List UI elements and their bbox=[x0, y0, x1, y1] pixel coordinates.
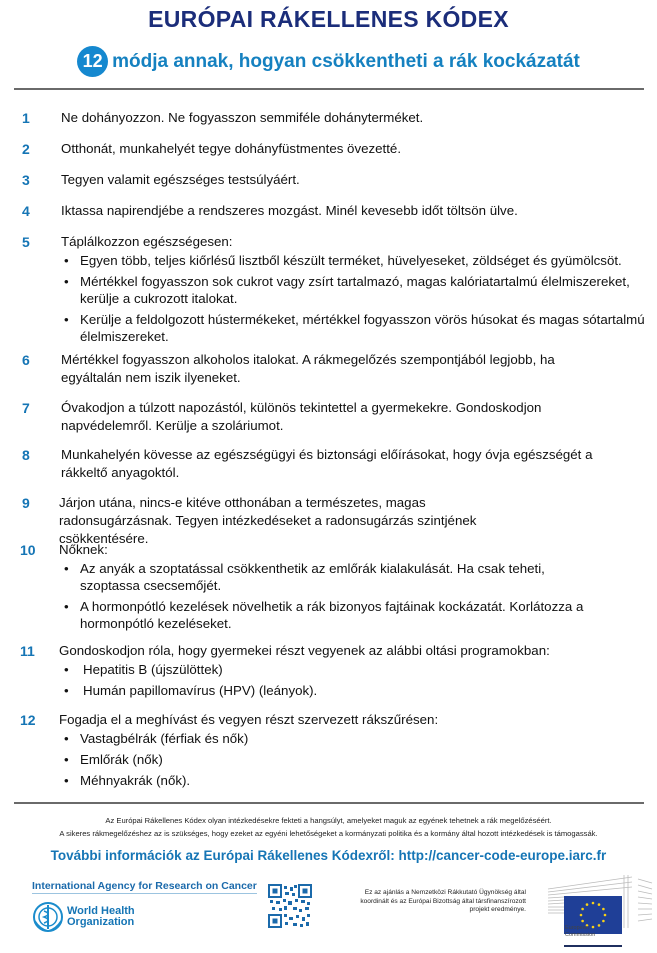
item-text: Munkahelyén kövesse az egészségügyi és biztonsági előírásokat, hogy óvja egészségét a rákkeltő anyagoktól. bbox=[61, 447, 593, 480]
bullet-item: • Emlőrák (nők) bbox=[64, 751, 649, 768]
item-number: 5 bbox=[22, 234, 30, 250]
more-info-link[interactable]: További információk az Európai Rákellenes Kódexről: http://cancer-code-europe.iarc.fr bbox=[50, 848, 607, 863]
bullet-item: • Vastagbélrák (férfiak és nők) bbox=[64, 730, 649, 747]
bullet-item: • Mértékkel fogyasszon sok cukrot vagy zsírt tartalmazó, magas kalóriatartalmú élelmiszereket, kerülje a cukrozott italokat. bbox=[64, 273, 649, 307]
eu-funding-note: Ez az ajánlás a Nemzetközi Rákkutató Ügynökség által koordinált és az Európai Bizottság által társfinanszírozott projekt eredménye. bbox=[360, 889, 526, 913]
item-number: 12 bbox=[20, 712, 36, 728]
bullet-list bbox=[64, 730, 649, 793]
bullet-item: • Az anyák a szoptatással csökkenthetik az emlőrák kialakulását. Ha csak teheti, szoptassa csecsemőjét. bbox=[64, 560, 604, 594]
item-text: Táplálkozzon egészségesen: bbox=[61, 234, 233, 249]
bullet-item: • Humán papillomavírus (HPV) (leányok). bbox=[64, 682, 649, 699]
bullet-list bbox=[64, 661, 649, 703]
who-line-2: Organization bbox=[67, 916, 135, 928]
item-text: Otthonát, munkahelyét tegye dohányfüstmentes övezetté. bbox=[61, 141, 402, 156]
eu-caption-line-2: Commission bbox=[565, 932, 596, 938]
item-number: 1 bbox=[22, 110, 30, 126]
qr-code-icon[interactable] bbox=[268, 884, 312, 928]
item-number: 8 bbox=[22, 447, 30, 463]
top-divider bbox=[14, 88, 644, 90]
item-text: Fogadja el a meghívást és vegyen részt szervezett rákszűrésen: bbox=[59, 712, 439, 727]
eu-caption-line-1: European bbox=[565, 925, 589, 931]
item-text: Ne dohányozzon. Ne fogyasszon semmiféle dohányterméket. bbox=[61, 110, 424, 125]
item-text: Gondoskodjon róla, hogy gyermekei részt vegyenek az alábbi oltási programokban: bbox=[59, 643, 550, 658]
item-number: 11 bbox=[20, 643, 35, 659]
item-number: 6 bbox=[22, 352, 30, 368]
bullet-item: • A hormonpótló kezelések növelhetik a rák bizonyos fajtáinak kockázatát. Korlátozza a hormonpótló kezeléseket. bbox=[64, 598, 604, 632]
item-number: 4 bbox=[22, 203, 30, 219]
item-text: Tegyen valamit egészséges testsúlyáért. bbox=[61, 172, 300, 187]
bullet-list bbox=[64, 252, 649, 349]
who-emblem-icon bbox=[32, 901, 64, 933]
page-subtitle bbox=[0, 46, 657, 77]
item-text: Járjon utána, nincs-e kitéve otthonában a természetes, magas radonsugárzásnak. Tegyen intézkedéseket a radonsugárzás szintjének csökkentésére. bbox=[59, 495, 477, 546]
page-title: EURÓPAI RÁKELLENES KÓDEX bbox=[148, 6, 509, 32]
bullet-item: • Kerülje a feldolgozott hústermékeket, mértékkel fogyasszon vörös húsokat és magas sótartalmú élelmiszereket. bbox=[64, 311, 649, 345]
item-text: Nőknek: bbox=[59, 542, 108, 557]
item-number: 7 bbox=[22, 400, 30, 416]
who-logo bbox=[32, 901, 135, 933]
bottom-divider bbox=[14, 802, 644, 804]
item-text: Mértékkel fogyasszon alkoholos italokat. A rákmegelőzés szempontjából legjobb, ha egyáltalán nem iszik ilyeneket. bbox=[61, 352, 555, 385]
item-number: 3 bbox=[22, 172, 30, 188]
subtitle-text: módja annak, hogyan csökkentheti a rák kockázatát bbox=[112, 50, 580, 72]
bullet-item: • Egyen több, teljes kiőrlésű lisztből készült terméket, hüvelyeseket, zöldséget és gyümölcsöt. bbox=[64, 252, 649, 269]
item-number: 2 bbox=[22, 141, 30, 157]
eu-caption bbox=[565, 925, 595, 939]
bullet-item: • Méhnyakrák (nők). bbox=[64, 772, 649, 789]
item-number: 9 bbox=[22, 495, 30, 511]
european-commission-logo bbox=[544, 873, 654, 948]
iarc-logo: International Agency for Research on Cancer bbox=[32, 880, 257, 892]
footer-note-2: A sikeres rákmegelőzéshez az is szükséges, hogy ezeket az egyéni lehetőségeket a kormányzati politika és a kormány által hozott intézkedések is támogassák. bbox=[59, 829, 598, 838]
footer-note-1: Az Európai Rákellenes Kódex olyan intézkedésekre fekteti a hangsúlyt, amelyeket maguk az egyének tehetnek a rák megelőzéséért. bbox=[105, 816, 552, 825]
bullet-list bbox=[64, 560, 604, 636]
count-badge: 12 bbox=[77, 46, 108, 77]
who-line-1: World Health bbox=[67, 905, 135, 917]
item-text: Óvakodjon a túlzott napozástól, különös tekintettel a gyermekekre. Gondoskodjon napvédelemről. Kerülje a szoláriumot. bbox=[61, 400, 542, 433]
item-text: Iktassa napirendjébe a rendszeres mozgást. Minél kevesebb időt töltsön ülve. bbox=[61, 203, 518, 218]
item-number: 10 bbox=[20, 542, 36, 558]
bullet-item: • Hepatitis B (újszülöttek) bbox=[64, 661, 649, 678]
